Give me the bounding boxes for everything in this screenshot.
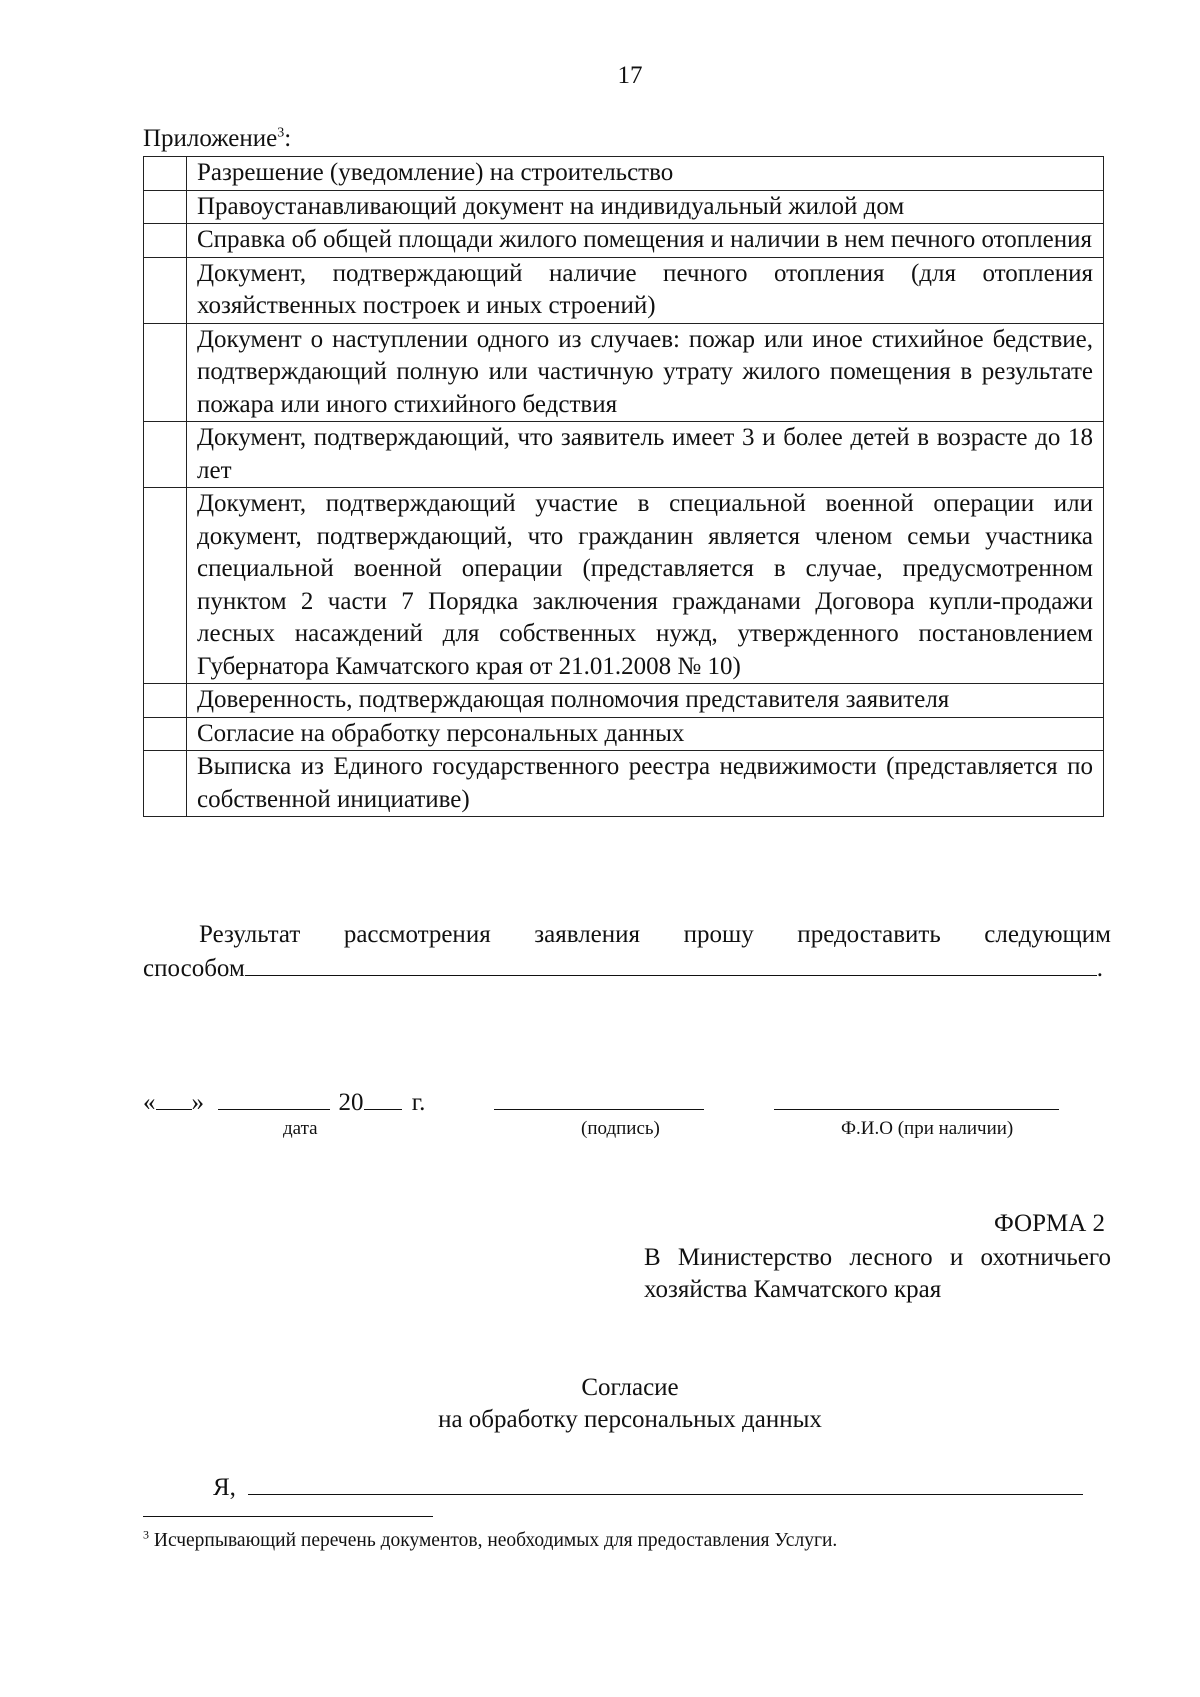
checkbox-cell[interactable] [144,323,187,422]
year-field[interactable] [364,1085,402,1110]
checkbox-cell[interactable] [144,488,187,684]
result-text: Результат рассмотрения заявления прошу предоставить следующим [199,921,1111,948]
checkbox-cell[interactable] [144,257,187,323]
table-row [144,422,1104,488]
document-name: Документ о наступлении одного из случаев: пожар или иное стихийное бедствие, подтверждающий полную или частичную утрату жилого помещения в результате пожара или иного стихийного бедствия [187,323,1104,422]
checkbox-cell[interactable] [144,224,187,258]
appendix-label-suffix: : [284,125,292,152]
signature-caption: (подпись) [581,1118,660,1139]
appendix-label-text: Приложение [143,125,278,152]
table-row [144,323,1104,422]
form-title: ФОРМА 2 [994,1210,1106,1237]
consent-title-line1: Согласие [581,1374,679,1401]
checkbox-cell[interactable] [144,190,187,224]
checkbox-cell[interactable] [144,422,187,488]
fio-field[interactable] [774,1085,1059,1110]
close-quote: » [191,1089,204,1116]
checkbox-cell[interactable] [144,684,187,718]
document-name: Согласие на обработку персональных данных [187,717,1104,751]
documents-table [143,156,1104,817]
signature-field[interactable] [494,1085,704,1110]
year-prefix: 20 [338,1089,364,1116]
table-row [144,157,1104,191]
consent-title-line2: на обработку персональных данных [438,1406,822,1433]
signature-row [143,1085,1059,1117]
document-name: Разрешение (уведомление) на строительство [187,157,1104,191]
table-row [144,684,1104,718]
consent-title [0,1372,1200,1436]
result-paragraph [143,919,1111,985]
table-row [144,751,1104,817]
table-row [144,488,1104,684]
checkbox-cell[interactable] [144,751,187,817]
fio-caption: Ф.И.О (при наличии) [841,1118,1014,1139]
ya-label: Я, [213,1474,236,1501]
footnote-marker: 3 [143,1527,149,1542]
applicant-name-field[interactable] [248,1470,1083,1495]
result-method-label: способом [143,955,245,982]
document-name: Выписка из Единого государственного реестра недвижимости (представляется по собственной инициативе) [187,751,1104,817]
document-name: Правоустанавливающий документ на индивидуальный жилой дом [187,190,1104,224]
document-name: Документ, подтверждающий участие в специальной военной операции или документ, подтверждающий, что гражданин является членом семьи участника специальной военной операции (представляется в случае, предусмотренном пунктом 2 части 7 Порядка заключения гражданами Договора купли-продажи лесных насаждений для собственных нужд, утвержденного постановлением Губернатора Камчатского края от 21.01.2008 № 10) [187,488,1104,684]
table-row [144,190,1104,224]
document-name: Документ, подтверждающий наличие печного отопления (для отопления хозяйственных построек и иных строений) [187,257,1104,323]
document-name: Доверенность, подтверждающая полномочия представителя заявителя [187,684,1104,718]
day-field[interactable] [156,1085,192,1110]
month-field[interactable] [218,1085,330,1110]
table-row [144,257,1104,323]
footnote-ref: 3 [277,125,285,141]
footnote-text: Исчерпывающий перечень документов, необходимых для предоставления Услуги. [153,1530,838,1551]
addressee: В Министерство лесного и охотничьего хозяйства Камчатского края [644,1244,1111,1303]
document-name: Справка об общей площади жилого помещения и наличии в нем печного отопления [187,224,1104,258]
result-method-field[interactable] [245,951,1097,976]
appendix-label [143,125,291,153]
year-suffix: г. [411,1089,426,1116]
footnote-divider [143,1516,433,1517]
footnote [143,1527,838,1552]
table-row [144,224,1104,258]
date-caption: дата [283,1118,318,1139]
applicant-line [213,1470,1083,1502]
page-number: 17 [617,62,643,89]
table-row [144,717,1104,751]
result-end: . [1096,955,1104,982]
document-name: Документ, подтверждающий, что заявитель имеет 3 и более детей в возрасте до 18 лет [187,422,1104,488]
open-quote: « [143,1089,156,1116]
checkbox-cell[interactable] [144,157,187,191]
checkbox-cell[interactable] [144,717,187,751]
